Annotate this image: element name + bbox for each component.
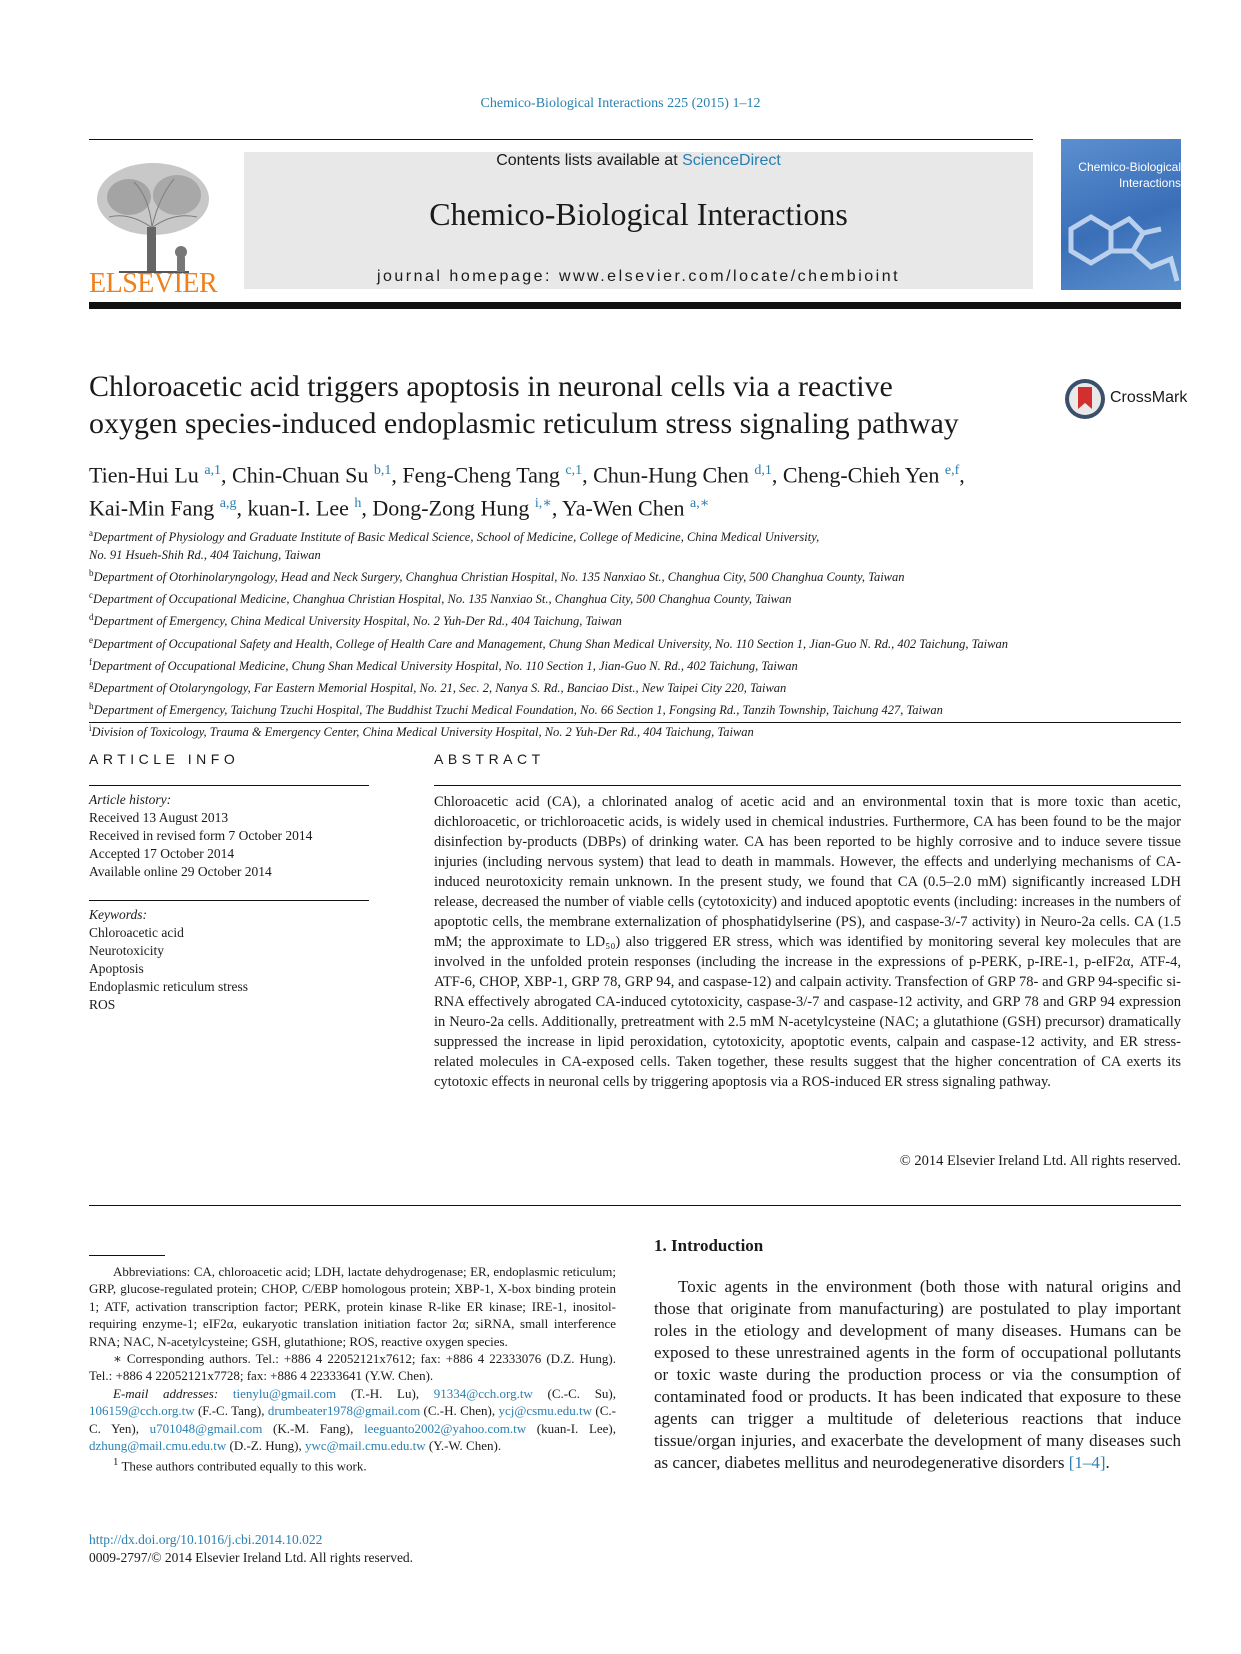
email-link[interactable]: u701048@gmail.com: [149, 1420, 263, 1436]
author-affiliation-marker[interactable]: i,∗: [534, 496, 552, 512]
affiliation-item: $^a$Department of Physiology and Graduate Institute of Basic Medical Science, School of Medicine, College of Medicine, China Medical University,: [89, 528, 820, 545]
email-link[interactable]: dzhung@mail.cmu.edu.tw: [89, 1438, 227, 1454]
email-link[interactable]: ywc@mail.cmu.edu.tw: [304, 1438, 426, 1454]
author-affiliation-marker[interactable]: h: [354, 496, 362, 512]
article-history: [89, 791, 369, 881]
author-affiliation-marker[interactable]: a,∗: [690, 496, 710, 512]
abstract-copyright: © 2014 Elsevier Ireland Ltd. All rights reserved.: [899, 1153, 1181, 1169]
article-info-rule: [89, 785, 369, 786]
issn-line: 0009-2797/© 2014 Elsevier Ireland Ltd. All rights reserved.: [89, 1550, 414, 1565]
history-item: Available online 29 October 2014: [89, 864, 272, 879]
affiliation-item: $^d$Department of Emergency, China Medical University Hospital, No. 2 Yuh-Der Rd., 404 Taichung, Taiwan: [89, 612, 622, 629]
abstract-rule: [434, 785, 1181, 786]
introduction-heading: 1. Introduction: [654, 1236, 764, 1255]
affiliation-item: $^e$Department of Occupational Safety and Health, College of Health Care and Management, Chung Shan Medical University, No. 110 Section 1, Jian-Guo N. Rd., 402 Taichung, Taiwan: [89, 634, 1008, 651]
keywords-label: Keywords:: [89, 907, 147, 922]
author-name: Tien-Hui Lu: [89, 462, 205, 488]
author-affiliation-marker[interactable]: c,1: [565, 463, 583, 478]
keyword-item: Neurotoxicity: [89, 943, 164, 958]
keyword-item: Chloroacetic acid: [89, 925, 184, 940]
title-line-1: Chloroacetic acid triggers apoptosis in neuronal cells via a reactive: [89, 370, 893, 403]
affiliation-item: $^h$Department of Emergency, Taichung Tzuchi Hospital, The Buddhist Tzuchi Medical Foundation, No. 66 Section 1, Fongsing Rd., Tanzih Township, Taichung 427, Taiwan: [89, 701, 943, 718]
footnotes: [89, 1263, 616, 1475]
title-line-2: oxygen species-induced endoplasmic reticulum stress signaling pathway: [89, 407, 959, 440]
affiliation-rule: [89, 722, 1181, 723]
email-link[interactable]: drumbeater1978@gmail.com: [267, 1403, 421, 1419]
author-affiliation-marker[interactable]: a,g: [219, 496, 237, 512]
contents-prefix: Contents lists available at: [496, 152, 678, 169]
abstract-bottom-rule: [89, 1205, 1181, 1206]
crossmark-label[interactable]: CrossMark: [1110, 389, 1188, 406]
email-link[interactable]: ycj@csmu.edu.tw: [498, 1403, 593, 1419]
keywords-rule: [89, 900, 369, 901]
author-name: Cheng-Chieh Yen: [782, 462, 945, 488]
email-link[interactable]: tienylu@gmail.com: [232, 1385, 337, 1401]
journal-citation[interactable]: Chemico-Biological Interactions 225 (2015) 1–12: [480, 96, 761, 111]
abstract-text: Chloroacetic acid (CA), a chlorinated analog of acetic acid and an environmental toxin that is more toxic than acetic, dichloroacetic, or trichloroacetic acids, is widely used in chemical industries. Furthermore, CA has been found to be the major disinfection by-products (DBPs) of drinking water. CA has been reported to be highly corrosive and to induce severe tissue injuries (including nervous system) that lead to death in mammals. However, the effects and underlying mechanisms of CA-induced neurotoxicity remain unknown. In the present study, we found that CA (0.5–2.0 mM) significantly increased LDH release, decreased the number of viable cells (cytotoxicity) and induced apoptotic events (including: increases in the numbers of apoptotic cells, the membrane externalization of phosphatidylserine (PS), and caspase-3/-7 activity) in Neuro-2a cells. CA (1.5 mM; the approximate to LD₅₀) also triggered ER stress, which was identified by monitoring several key molecules that are involved in the unfolded protein responses (including the increase in the expressions of p-PERK, p-IRE-1, p-eIF2α, ATF-4, ATF-6, CHOP, XBP-1, GRP 78, GRP 94, and caspase-12) and calpain activity. Transfection of GRP 78- and GRP 94-specific si-RNA effectively abrogated CA-induced cytotoxicity, caspase-3/-7 and caspase-12 activity, and GRP 78 and GRP 94 expression in Neuro-2a cells. Additionally, pretreatment with 2.5 mM N-acetylcysteine (NAC; a glutathione (GSH) precursor) dramatically suppressed the increase in lipid peroxidation, cytotoxicity, apoptotic events, calpain and caspase-12 activity, and ER stress-related molecules in CA-exposed cells. Taken together, these results suggest that the higher concentration of CA exerts its cytotoxic effects in neuronal cells by triggering apoptosis via a ROS-induced ER stress signaling pathway.: [434, 794, 1181, 1090]
article-info-heading: ARTICLE INFO: [89, 751, 240, 767]
author-name: Dong-Zong Hung: [372, 495, 535, 521]
author-affiliation-marker[interactable]: a,1: [204, 463, 222, 478]
affiliation-item: $^b$Department of Otorhinolaryngology, Head and Neck Surgery, Changhua Christian Hospital, No. 135 Nanxiao St., Changhua City, 500 Changhua County, Taiwan: [89, 568, 905, 585]
equal-contribution-note: $^1$ These authors contributed equally to this work.: [113, 1456, 367, 1474]
author-name: kuan-I. Lee: [247, 495, 355, 521]
affiliation-item: $^f$Department of Occupational Medicine, Chung Shan Medical University Hospital, No. 110 Section 1, Jian-Guo N. Rd., 402 Taichung, Taiwan: [89, 656, 798, 673]
abstract-heading: ABSTRACT: [434, 751, 545, 767]
author-affiliation-marker[interactable]: d,1: [754, 463, 772, 478]
affiliation-item: $^g$Department of Otolaryngology, Far Eastern Memorial Hospital, No. 21, Sec. 2, Nanya S. Rd., Banciao Dist., New Taipei City 220, Taiwan: [89, 678, 787, 696]
affiliation-item: $^i$Division of Toxicology, Trauma & Emergency Center, China Medical University Hospital, No. 2 Yuh-Der Rd., 404 Taichung, Taiwan: [89, 723, 754, 740]
introduction-text: Toxic agents in the environment (both those with natural origins and those that originate from manufacturing) are postulated to play important roles in the etiology and development of many diseases. Humans can be exposed to these unrestrained agents in the form of occupational pollutants or toxic waste during the production process or via the consumption of contaminated food or products. It has been indicated that exposure to these agents can trigger a multitude of deleterious reactions that induce tissue/organ injuries, and exacerbate the development of many diseases such as cancer, diabetes mellitus and neurodegenerative disorders [1–4].: [654, 1277, 1181, 1472]
crossmark-icon[interactable]: [1063, 377, 1111, 421]
author-name: Kai-Min Fang: [89, 495, 220, 521]
author-name: Feng-Cheng Tang: [402, 462, 566, 488]
journal-homepage[interactable]: journal homepage: www.elsevier.com/locate/chembioint: [376, 268, 901, 285]
author-name: Chun-Hung Chen: [593, 462, 755, 488]
email-link[interactable]: 106159@cch.org.tw: [89, 1403, 195, 1419]
history-item: Accepted 17 October 2014: [89, 846, 235, 861]
header-top-rule: [89, 139, 1033, 140]
keyword-item: Endoplasmic reticulum stress: [89, 979, 248, 994]
journal-title: Chemico-Biological Interactions: [429, 196, 848, 232]
history-item: Received 13 August 2013: [89, 810, 229, 825]
doi-link[interactable]: http://dx.doi.org/10.1016/j.cbi.2014.10.022: [89, 1532, 323, 1547]
keyword-item: ROS: [89, 997, 116, 1012]
keyword-item: Apoptosis: [89, 961, 144, 976]
keywords-block: [89, 906, 369, 1014]
header-bottom-rule: [89, 302, 1181, 309]
sciencedirect-link[interactable]: ScienceDirect: [682, 152, 781, 169]
journal-cover-thumbnail: [1061, 139, 1181, 290]
article-title: [89, 368, 1089, 442]
footnote-rule: [89, 1255, 165, 1256]
author-affiliation-marker[interactable]: e,f: [944, 463, 960, 478]
abbreviations-note: Abbreviations: CA, chloroacetic acid; LDH, lactate dehydrogenase; ER, endoplasmic reticulum; GRP, glucose-regulated protein; CHOP, C/EBP homologous protein; XBP-1, X-box binding protein 1; ATF, activation transcription factor; PERK, protein kinase R-like ER kinase; IRE-1, inositol-requiring enzyme-1; eIF2α, eukaryotic translation initiation factor 2α; siRNA, small interference RNA; NAC, N-acetylcysteine; GSH, glutathione; ROS, reactive oxygen species.: [89, 1264, 616, 1349]
molecule-graphic: [1061, 189, 1181, 290]
author-list: Tien-Hui Lu $^{a,1}$, Chin-Chuan Su $^{b,1}$, Feng-Cheng Tang $^{c,1}$, Chun-Hung Chen $^{d,1}$, Cheng-Chieh Yen $^{e,f}$, Kai-Min Fang $^{a,g}$, kuan-I. Lee $^h$, Dong-Zong Hung $^{i,∗}$, Ya-Wen Chen $^{a,∗}$: [89, 462, 965, 521]
history-item: Received in revised form 7 October 2014: [89, 828, 313, 843]
corresponding-note: ∗ Corresponding authors. Tel.: +886 4 22052121x7612; fax: +886 4 22333076 (D.Z. Hung). Tel.: +886 4 22052121x7728; fax: +886 4 22333641 (Y.W. Chen).: [89, 1351, 616, 1384]
contents-line: [244, 152, 1033, 170]
email-link[interactable]: 91334@cch.org.tw: [433, 1385, 533, 1401]
affiliation-item: No. 91 Hsueh-Shih Rd., 404 Taichung, Taiwan: [89, 548, 321, 563]
email-note: E-mail addresses: tienylu@gmail.com (T.-H. Lu), 91334@cch.org.tw (C.-C. Su), 106159@cch.org.tw (F.-C. Tang), drumbeater1978@gmail.com (C.-H. Chen), ycj@csmu.edu.tw (C.-C. Yen), u701048@gmail.com (K.-M. Fang), leeguanto2002@yahoo.com.tw (kuan-I. Lee), dzhung@mail.cmu.edu.tw (D.-Z. Hung), ywc@mail.cmu.edu.tw (Y.-W. Chen).: [89, 1385, 617, 1454]
history-label: Article history:: [89, 792, 172, 807]
email-label: E-mail addresses:: [113, 1385, 219, 1401]
author-name: Ya-Wen Chen: [562, 495, 690, 521]
affiliation-item: $^c$Department of Occupational Medicine, Changhua Christian Hospital, No. 135 Nanxiao St., Changhua City, 500 Changhua County, Taiwan: [89, 590, 792, 607]
reference-link[interactable]: [1–4]: [1068, 1453, 1106, 1472]
author-affiliation-marker[interactable]: b,1: [373, 463, 392, 478]
elsevier-wordmark: ELSEVIER: [89, 268, 218, 299]
author-name: Chin-Chuan Su: [232, 462, 374, 488]
cover-title: Chemico-Biological Interactions: [1078, 160, 1181, 190]
email-link[interactable]: leeguanto2002@yahoo.com.tw: [363, 1420, 527, 1436]
affiliation-list: [89, 524, 1189, 741]
